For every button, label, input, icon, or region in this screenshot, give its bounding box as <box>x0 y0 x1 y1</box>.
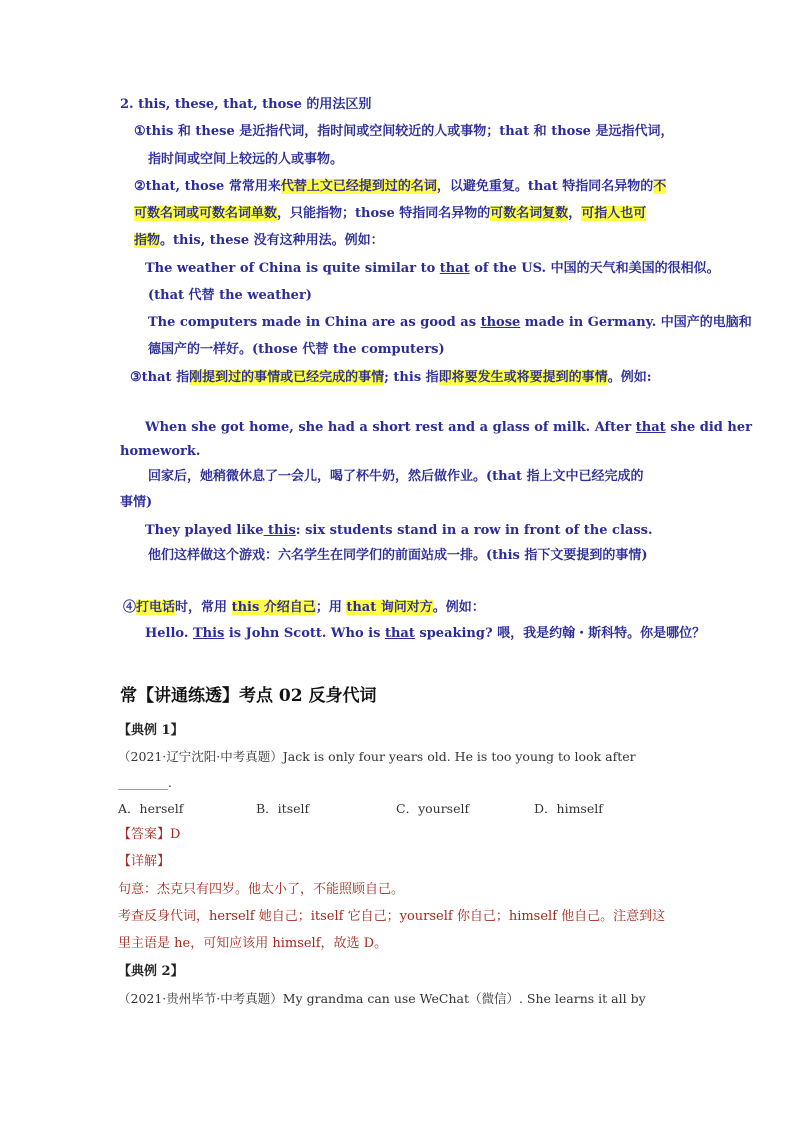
text: When she got home, she had a short rest and a glass of milk. After <box>145 420 636 435</box>
underlined-word: that <box>635 420 666 435</box>
example-2-line-1 <box>148 313 752 333</box>
highlight: 可指人也可 <box>581 206 647 221</box>
text: 。例如: <box>607 370 652 385</box>
underlined-word: that <box>439 261 470 276</box>
highlight: 代替上文已经提到过的名词 <box>280 179 437 194</box>
underlined-word: This <box>192 626 225 641</box>
text: 时，常用 <box>175 600 232 615</box>
example-2-line-2: 德国产的一样好。(those 代替 the computers) <box>148 342 445 357</box>
text: 。this, these 没有这种用法。例如： <box>160 233 384 248</box>
section-heading: 常【讲通练透】考点 02 反身代词 <box>120 686 377 706</box>
text: she did her <box>665 420 752 435</box>
text: The computers made in China are as good as <box>148 315 481 330</box>
option-a[interactable]: A．herself <box>118 801 184 816</box>
highlight: 可数名词复数 <box>490 206 569 221</box>
paragraph-4 <box>123 598 485 618</box>
underlined-word: this <box>263 523 296 538</box>
example-3-line-4: 事情) <box>120 495 153 510</box>
answer: 【答案】D <box>118 827 181 842</box>
highlight: 不 <box>653 179 667 194</box>
option-d[interactable]: D．himself <box>534 801 603 816</box>
underlined-word: that <box>384 626 415 641</box>
paragraph-1-line-1: ①this 和 these 是近指代词，指时间或空间较近的人或事物；that 和 those 是远指代词， <box>134 124 674 139</box>
paragraph-2-line-2 <box>134 204 646 224</box>
detail-label: 【详解】 <box>118 854 171 869</box>
text: ④ <box>123 600 137 615</box>
example-3-line-1 <box>145 418 752 438</box>
example-2-question-line-1: （2021·贵州毕节·中考真题）My grandma can use WeChat（微信）. She learns it all by <box>118 991 646 1006</box>
paragraph-1-line-2: 指时间或空间上较远的人或事物。 <box>148 152 344 167</box>
text: ， <box>568 206 582 221</box>
highlight: that 询问对方 <box>346 600 433 615</box>
text: ；用 <box>315 600 347 615</box>
highlight: 可数名词或可数名词单数 <box>134 206 278 221</box>
text: ②that, those 常常用来 <box>134 179 281 194</box>
text: made in Germany. 中国产的电脑和 <box>520 315 752 330</box>
example-1-label: 【典例 1】 <box>118 723 184 738</box>
text: They played like <box>145 523 264 538</box>
highlight: 指物 <box>134 233 161 248</box>
highlight: 刚提到过的事情或已经完成的事情 <box>189 370 385 385</box>
example-1-question-line-1: （2021·辽宁沈阳·中考真题）Jack is only four years old. He is too young to look after <box>118 749 636 764</box>
text: 。例如： <box>432 600 485 615</box>
text: The weather of China is quite similar to <box>145 261 440 276</box>
text: ，只能指物；those 特指同名异物的 <box>277 206 491 221</box>
text: ，以避免重复。that 特指同名异物的 <box>436 179 654 194</box>
text: of the US. 中国的天气和美国的很相似。 <box>469 261 720 276</box>
example-1-question-line-2: ________. <box>118 775 172 790</box>
text: ③that 指 <box>130 370 190 385</box>
example-1-options <box>118 799 678 819</box>
example-1-line-1 <box>145 259 720 279</box>
highlight: 即将要发生或将要提到的事情 <box>438 370 608 385</box>
detail-line-2: 考查反身代词，herself 她自己；itself 它自己；yourself 你自己；himself 他自己。注意到这 <box>118 909 666 924</box>
section-title: 2. this, these, that, those 的用法区别 <box>120 97 372 112</box>
example-3-line-3: 回家后，她稍微休息了一会儿，喝了杯牛奶，然后做作业。(that 指上文中已经完成的 <box>148 469 644 484</box>
option-c[interactable]: C．yourself <box>396 801 470 816</box>
text: Hello. <box>145 626 193 641</box>
example-4-line-2: 他们这样做这个游戏：六名学生在同学们的前面站成一排。(this 指下文要提到的事情) <box>148 548 648 563</box>
option-b[interactable]: B．itself <box>256 801 310 816</box>
paragraph-3 <box>130 368 652 388</box>
paragraph-2-line-1 <box>134 177 666 197</box>
detail-line-1: 句意：杰克只有四岁。他太小了，不能照顾自己。 <box>118 882 405 897</box>
example-2-label: 【典例 2】 <box>118 964 184 979</box>
text: ; this 指 <box>384 370 439 385</box>
text: : six students stand in a row in front of the class. <box>295 523 653 538</box>
text: speaking? 喂，我是约翰・斯科特。你是哪位？ <box>414 626 706 641</box>
detail-line-3: 里主语是 he，可知应该用 himself，故选 D。 <box>118 936 388 951</box>
example-5 <box>145 624 705 644</box>
example-1-line-2: (that 代替 the weather) <box>148 288 312 303</box>
highlight: this 介绍自己 <box>231 600 316 615</box>
underlined-word: those <box>480 315 521 330</box>
highlight: 打电话 <box>136 600 176 615</box>
example-3-line-2: homework. <box>120 444 201 459</box>
example-4-line-1 <box>145 521 653 541</box>
text: is John Scott. Who is <box>224 626 385 641</box>
paragraph-2-line-3 <box>134 231 384 251</box>
